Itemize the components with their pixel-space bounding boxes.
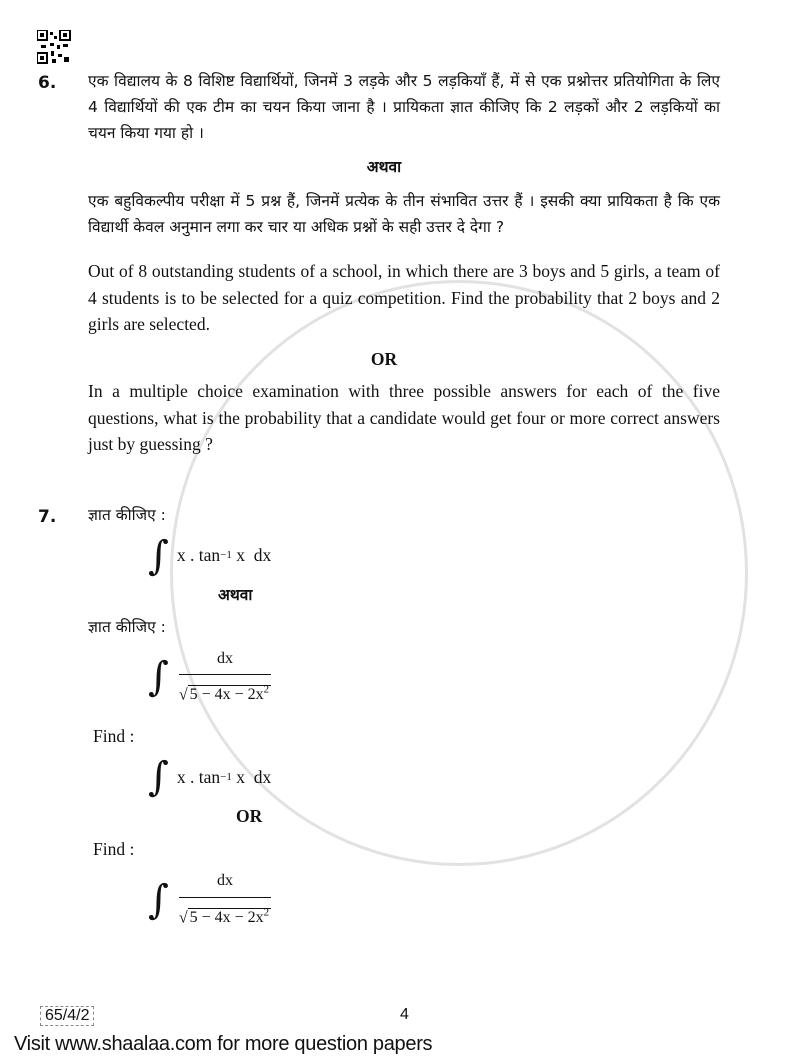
expr-sup: −1 <box>220 549 232 562</box>
q7-hindi-find-2: ज्ञात कीजिए : <box>88 617 166 636</box>
fraction-denominator <box>179 674 271 709</box>
qr-code-icon <box>37 30 71 64</box>
radicand-sup: 2 <box>263 906 270 919</box>
q7-integral-4 <box>148 868 720 931</box>
expr-tail: x dx <box>231 545 272 566</box>
integral-sign: ∫ <box>148 876 169 923</box>
q6-hindi-text: एक विद्यालय के 8 विशिष्ट विद्यार्थियों, जिनमें 3 लड़के और 5 लड़कियाँ हैं, में से एक प्रश्नोत्तर प्रतियोगिता के लिए 4 विद्यार्थियों की एक टीम का चयन किया जाना है । प्रायिकता ज्ञात कीजिए कि 2 लड़कों और 2 लड़कियों का चयन किया गया हो । <box>88 72 720 142</box>
q6-english-or: OR <box>370 348 398 369</box>
q6-hindi-block <box>38 68 720 146</box>
q6-hindi-or: अथवा <box>366 158 402 176</box>
paper-code: 65/4/2 <box>40 1006 94 1026</box>
q7-hindi-or: अथवा <box>218 585 253 604</box>
integral-sign: ∫ <box>148 754 169 801</box>
sqrt-sign: √ <box>178 686 188 704</box>
radicand-sup: 2 <box>263 684 270 696</box>
q7-english-find-2: Find : <box>93 838 135 859</box>
fraction-numerator: dx <box>217 872 233 890</box>
page-number: 4 <box>400 1006 409 1023</box>
fraction-numerator: dx <box>217 649 233 667</box>
q7-hindi-find-block <box>38 502 720 528</box>
fraction <box>179 868 271 931</box>
question-number-7: 7. <box>38 506 57 527</box>
visit-link[interactable]: Visit www.shaalaa.com for more question papers <box>14 1033 433 1055</box>
q7-hindi-find: ज्ञात कीजिए : <box>88 505 166 524</box>
q7-integral-2 <box>148 646 720 709</box>
question-number-6: 6. <box>38 73 57 93</box>
fraction <box>179 646 271 709</box>
expr-sup: −1 <box>220 771 232 784</box>
q7-english-or: OR <box>236 806 263 827</box>
expr-tail: x dx <box>231 767 272 788</box>
radicand: 5 − 4x − 2x <box>189 686 264 704</box>
fraction-denominator <box>179 897 271 932</box>
expr-text: x . tan <box>176 767 221 788</box>
q6-hindi-alt-text: एक बहुविकल्पीय परीक्षा में 5 प्रश्न हैं, जिनमें प्रत्येक के तीन संभावित उत्तर हैं । इसकी क्या प्रायिकता है कि एक विद्यार्थी केवल अनुमान लगा कर चार या अधिक प्रश्नों के सही उत्तर दे देगा ? <box>88 192 720 236</box>
sqrt-sign: √ <box>178 909 188 927</box>
q6-english-text: Out of 8 outstanding students of a school, in which there are 3 boys and 5 girls, a team of 4 students is to be selected for a quiz competition. Find the probability that 2 boys and 2 girls are selected. <box>88 261 720 334</box>
integral-sign: ∫ <box>148 532 169 579</box>
q6-english-alt-text: In a multiple choice examination with three possible answers for each of the five questions, what is the probability that a candidate would get four or more correct answers just by guessing ? <box>88 381 720 454</box>
question-content <box>38 68 720 932</box>
q7-english-find: Find : <box>93 725 135 746</box>
q7-integral-3 <box>148 754 720 801</box>
q7-integral-1 <box>148 532 720 579</box>
expr-text: x . tan <box>176 545 221 566</box>
radicand: 5 − 4x − 2x <box>189 909 264 927</box>
integral-sign: ∫ <box>148 654 169 701</box>
